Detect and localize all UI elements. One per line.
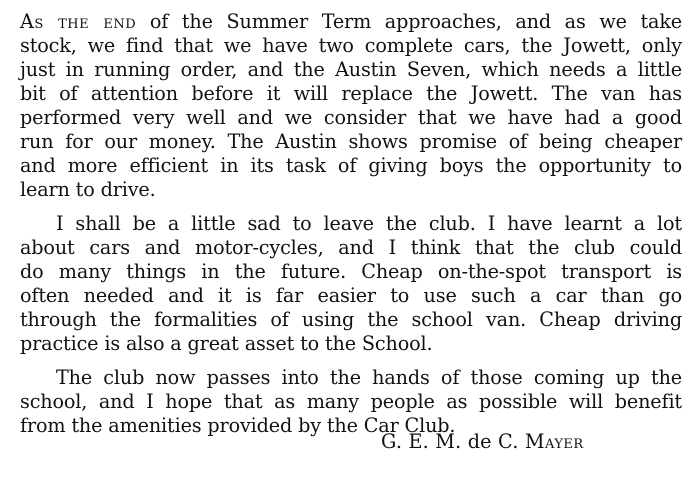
paragraph-1-line-1 [20, 10, 682, 34]
paragraph-2-line-3: do many things in the future. Cheap on-the-spot transport is [20, 260, 682, 283]
author-surname: Mayer [524, 430, 584, 453]
paragraph-3-line-1: The club now passes into the hands of those coming up the [56, 366, 682, 389]
paragraph-3-line-2: school, and I hope that as many people as possible will benefit [20, 390, 682, 413]
paragraph-2-line-5: through the formalities of using the school van. Cheap driving [20, 308, 682, 331]
author-signature [381, 430, 681, 454]
paragraph-3-line-3: from the amenities provided by the Car Club. [20, 414, 456, 437]
paragraph-2-line-2: about cars and motor-cycles, and I think that the club could [20, 236, 682, 259]
paragraph-1-line-2: stock, we find that we have two complete cars, the Jowett, only [20, 34, 682, 57]
paragraph-1-line-6: run for our money. The Austin shows promise of being cheaper [20, 130, 682, 153]
paragraph-1-line-5: performed very well and we consider that we have had a good [20, 106, 682, 129]
lead-in: As the end [20, 10, 137, 33]
author-initials: G. E. M. de C. [381, 430, 525, 453]
paragraph-1-line-3: just in running order, and the Austin Seven, which needs a little [20, 58, 682, 81]
paragraph-2-line-4: often needed and it is far easier to use such a car than go [20, 284, 682, 307]
paragraph-1-line-7: and more efficient in its task of giving boys the opportunity to [20, 154, 682, 177]
paragraph-1-line-8: learn to drive. [20, 178, 156, 201]
paragraph-2-line-1: I shall be a little sad to leave the club. I have learnt a lot [56, 212, 682, 235]
paragraph-1-line-4: bit of attention before it will replace the Jowett. The van has [20, 82, 682, 105]
paragraph-2-line-6: practice is also a great asset to the School. [20, 332, 433, 355]
line-text: of the Summer Term approaches, and as we take [136, 10, 682, 33]
